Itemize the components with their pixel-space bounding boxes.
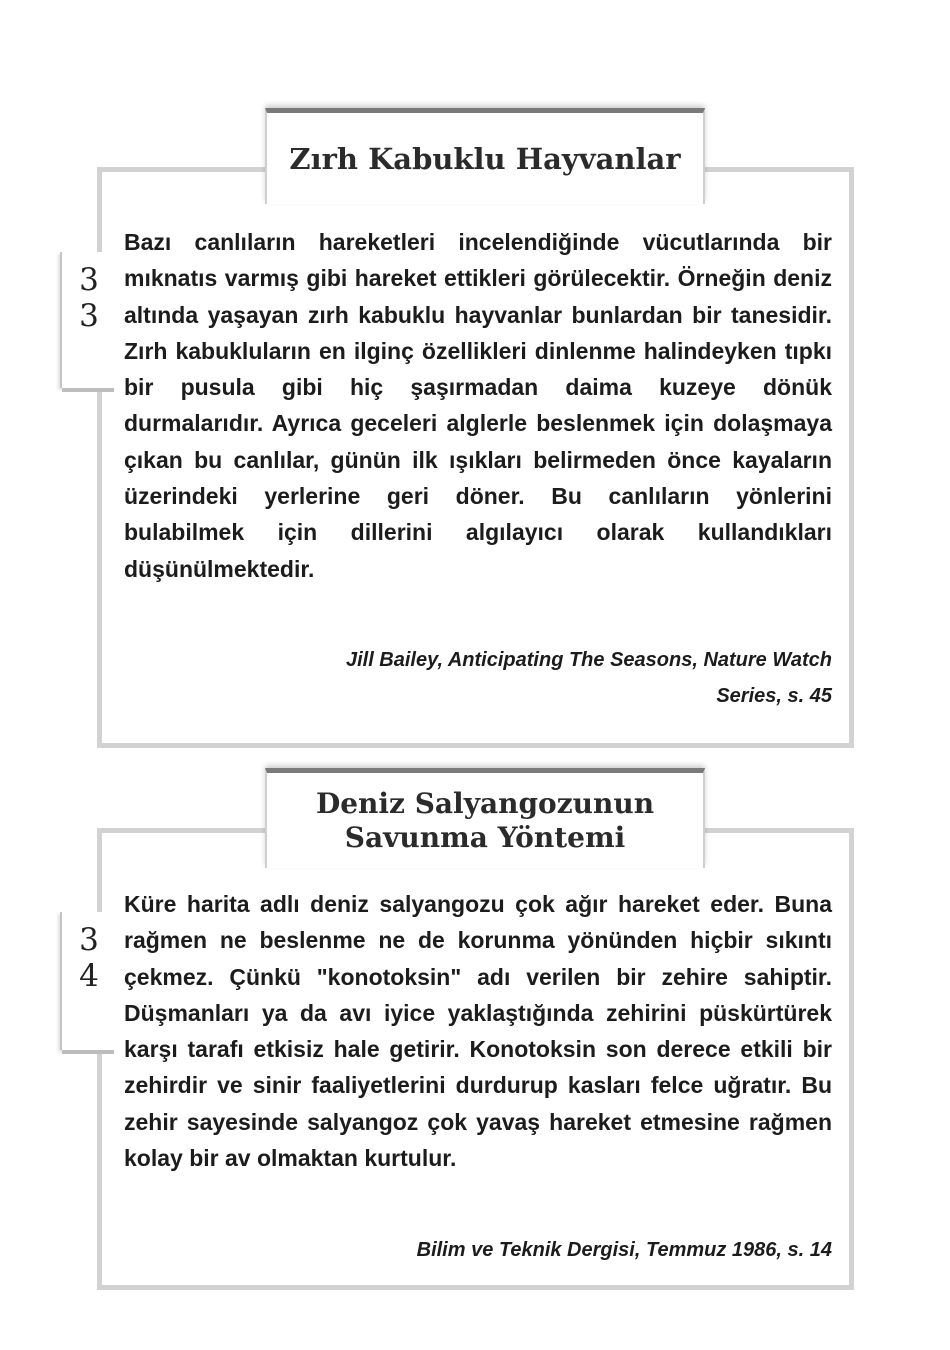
section-34-title [265, 768, 705, 868]
section-33-title [265, 108, 705, 204]
section-34-body: Küre harita adlı deniz salyangozu çok ağır hareket eder. Buna rağmen ne beslenme ne de korunma yönünden hiçbir sıkıntı çekmez. Çünkü "konotoksin" adı verilen bir zehire sahiptir. Düşmanları ya da avı iyice yaklaştığında zehirini püskürtürek karşı tarafı etkisiz hale getirir. Konotoksin son derece etkili bir zehirdir ve sinir faaliyetlerini durdurup kasları felce uğratır. Bu zehir sayesinde salyangoz çok yavaş hareket etmesine rağmen kolay bir av olmaktan kurtulur. [124, 891, 832, 1172]
section-34-number-digit: 4 [79, 958, 99, 994]
section-34-title-line: Savunma Yöntemi [344, 820, 626, 854]
section-34-title-line: Deniz Salyangozunun [315, 786, 655, 820]
section-33-citation-line: Jill Bailey, Anticipating The Seasons, Nature Watch [345, 649, 832, 671]
section-33-number-digit: 3 [79, 262, 99, 298]
section-33-number-tab [60, 252, 116, 388]
section-33-citation [212, 642, 832, 714]
section-33-citation-line: Series, s. 45 [716, 685, 832, 707]
section-33-title-line: Zırh Kabuklu Hayvanlar [289, 141, 681, 176]
section-34-citation-line: Bilim ve Teknik Dergisi, Temmuz 1986, s. 14 [416, 1239, 832, 1261]
section-33-body: Bazı canlıların hareketleri incelendiğinde vücutlarında bir mıknatıs varmış gibi hareket ettikleri görülecektir. Örneğin deniz altında yaşayan zırh kabuklu hayvanlar bunlardan bir tanesidir. Zırh kabukluların en ilginç özellikleri dinlenme halindeyken tıpkı bir pusula gibi hiç şaşırmadan daima kuzeye dönük durmalarıdır. Ayrıca geceleri alglerle beslenmek için dolaşmaya çıkan bu canlılar, günün ilk ışıkları belirmeden önce kayaların üzerindeki yerlerine geri döner. Bu canlıların yönlerini bulabilmek için dillerini algılayıcı olarak kullandıkları düşünülmektedir. [124, 229, 832, 582]
section-33-number-digit: 3 [79, 298, 99, 334]
section-34-number-tab [60, 912, 116, 1050]
section-34-number-digit: 3 [79, 922, 99, 958]
section-34-citation [212, 1232, 832, 1268]
